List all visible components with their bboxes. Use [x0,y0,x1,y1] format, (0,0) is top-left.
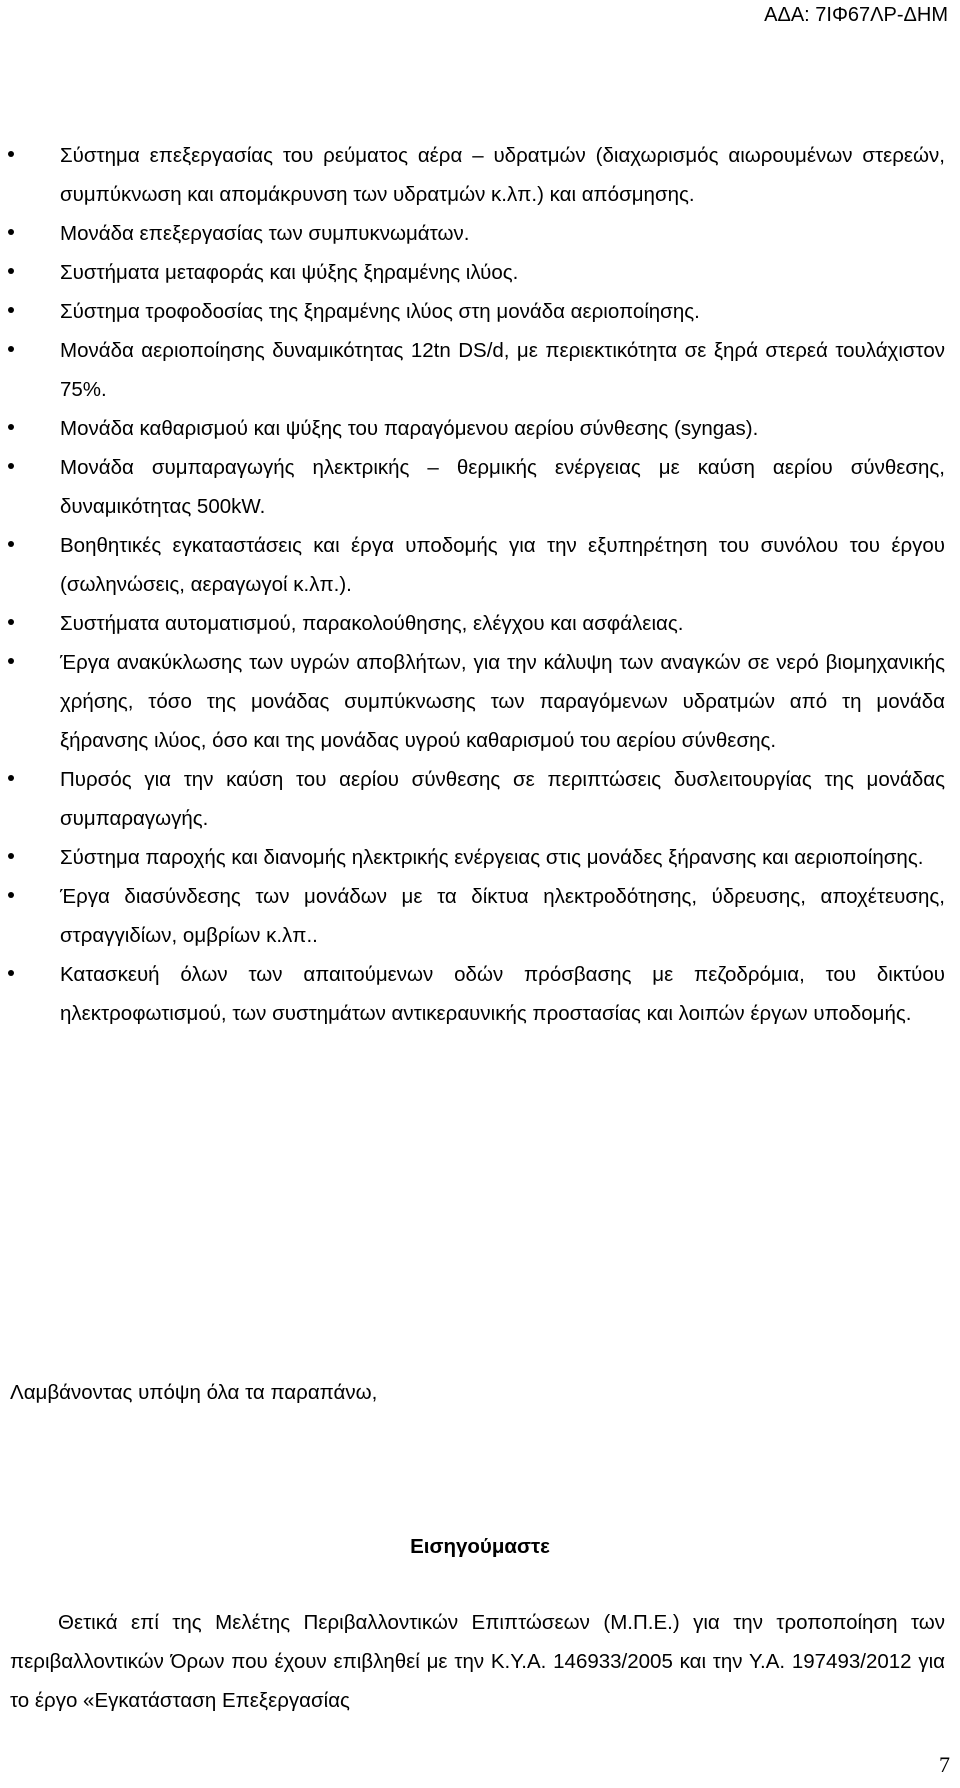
list-item-text: Μονάδα καθαρισμού και ψύξης του παραγόμενου αερίου σύνθεσης (syngas). [60,417,759,440]
list-item-text: Μονάδα επεξεργασίας των συμπυκνωμάτων. [60,222,470,245]
bullet-icon [8,229,14,235]
bullet-icon [8,775,14,781]
final-paragraph: Θετικά επί της Μελέτης Περιβαλλοντικών Επιπτώσεων (Μ.Π.Ε.) για την τροποποίηση των περιβαλλοντικών Όρων που έχουν επιβληθεί με την Κ.Υ.Α. 146933/2005 και την Υ.Α. 197493/2012 για το έργο «Εγκατάσταση Επεξεργασίας [10,1610,945,1712]
bullet-icon [8,307,14,313]
recommend-heading: Εισηγούμαστε [410,1534,550,1558]
bullet-icon [8,892,14,898]
bullet-icon [8,970,14,976]
bullet-icon [8,463,14,469]
bullet-icon [8,541,14,547]
list-item [0,526,960,604]
page-number: 7 [939,1752,950,1777]
bullet-icon [8,151,14,157]
document-code: ΑΔΑ: 7ΙΦ67ΛΡ-ΔΗΜ [764,4,948,26]
list-item-text: Βοηθητικές εγκαταστάσεις και έργα υποδομής για την εξυπηρέτηση του συνόλου του έργου (σωληνώσεις, αεραγωγοί κ.λπ.). [60,534,945,596]
bullet-icon [8,619,14,625]
list-item-text: Έργα ανακύκλωσης των υγρών αποβλήτων, για την κάλυψη των αναγκών σε νερό βιομηχανικής χρήσης, τόσο της μονάδας συμπύκνωσης των παραγόμενων υδρατμών από τη μονάδα ξήρανσης ιλύος, όσο και της μονάδας υγρού καθαρισμού του αερίου σύνθεσης. [60,651,945,752]
list-item-text: Μονάδα συμπαραγωγής ηλεκτρικής – θερμικής ενέργειας με καύση αερίου σύνθεσης, δυναμικότητας 500kW. [60,456,945,518]
list-item-text: Έργα διασύνδεσης των μονάδων με τα δίκτυα ηλεκτροδότησης, ύδρευσης, αποχέτευσης, στραγγιδίων, ομβρίων κ.λπ.. [60,885,945,947]
list-item-text: Σύστημα τροφοδοσίας της ξηραμένης ιλύος στη μονάδα αεριοποίησης. [60,300,700,323]
list-item [0,136,960,214]
bullet-icon [8,853,14,859]
list-item-text: Κατασκευή όλων των απαιτούμενων οδών πρόσβασης με πεζοδρόμια, του δικτύου ηλεκτροφωτισμού, των συστημάτων αντικεραυνικής προστασίας και λοιπών έργων υποδομής. [60,963,945,1025]
list-item [0,955,960,1033]
list-item [0,409,960,448]
list-item [0,253,960,292]
list-item [0,838,960,877]
list-item [0,643,960,760]
list-item-text: Σύστημα επεξεργασίας του ρεύματος αέρα – υδρατμών (διαχωρισμός αιωρουμένων στερεών, συμπύκνωση και απομάκρυνση των υδρατμών κ.λπ.) και απόσμησης. [60,144,945,206]
bullet-icon [8,346,14,352]
closing-text: Λαμβάνοντας υπόψη όλα τα παραπάνω, [10,1380,378,1404]
list-item [0,760,960,838]
bullet-list [0,136,960,1033]
list-item [0,604,960,643]
bullet-icon [8,268,14,274]
list-item-text: Συστήματα αυτοματισμού, παρακολούθησης, ελέγχου και ασφάλειας. [60,612,684,635]
list-item-text: Σύστημα παροχής και διανομής ηλεκτρικής ενέργειας στις μονάδες ξήρανσης και αεριοποίησης. [60,846,924,869]
list-item-text: Μονάδα αεριοποίησης δυναμικότητας 12tn DS/d, με περιεκτικότητα σε ξηρά στερεά τουλάχιστον 75%. [60,339,945,401]
list-item [0,331,960,409]
bullet-icon [8,658,14,664]
list-item [0,214,960,253]
bullet-icon [8,424,14,430]
list-item-text: Πυρσός για την καύση του αερίου σύνθεσης σε περιπτώσεις δυσλειτουργίας της μονάδας συμπαραγωγής. [60,768,945,830]
list-item-text: Συστήματα μεταφοράς και ψύξης ξηραμένης ιλύος. [60,261,519,284]
list-item [0,877,960,955]
list-item [0,448,960,526]
list-item [0,292,960,331]
